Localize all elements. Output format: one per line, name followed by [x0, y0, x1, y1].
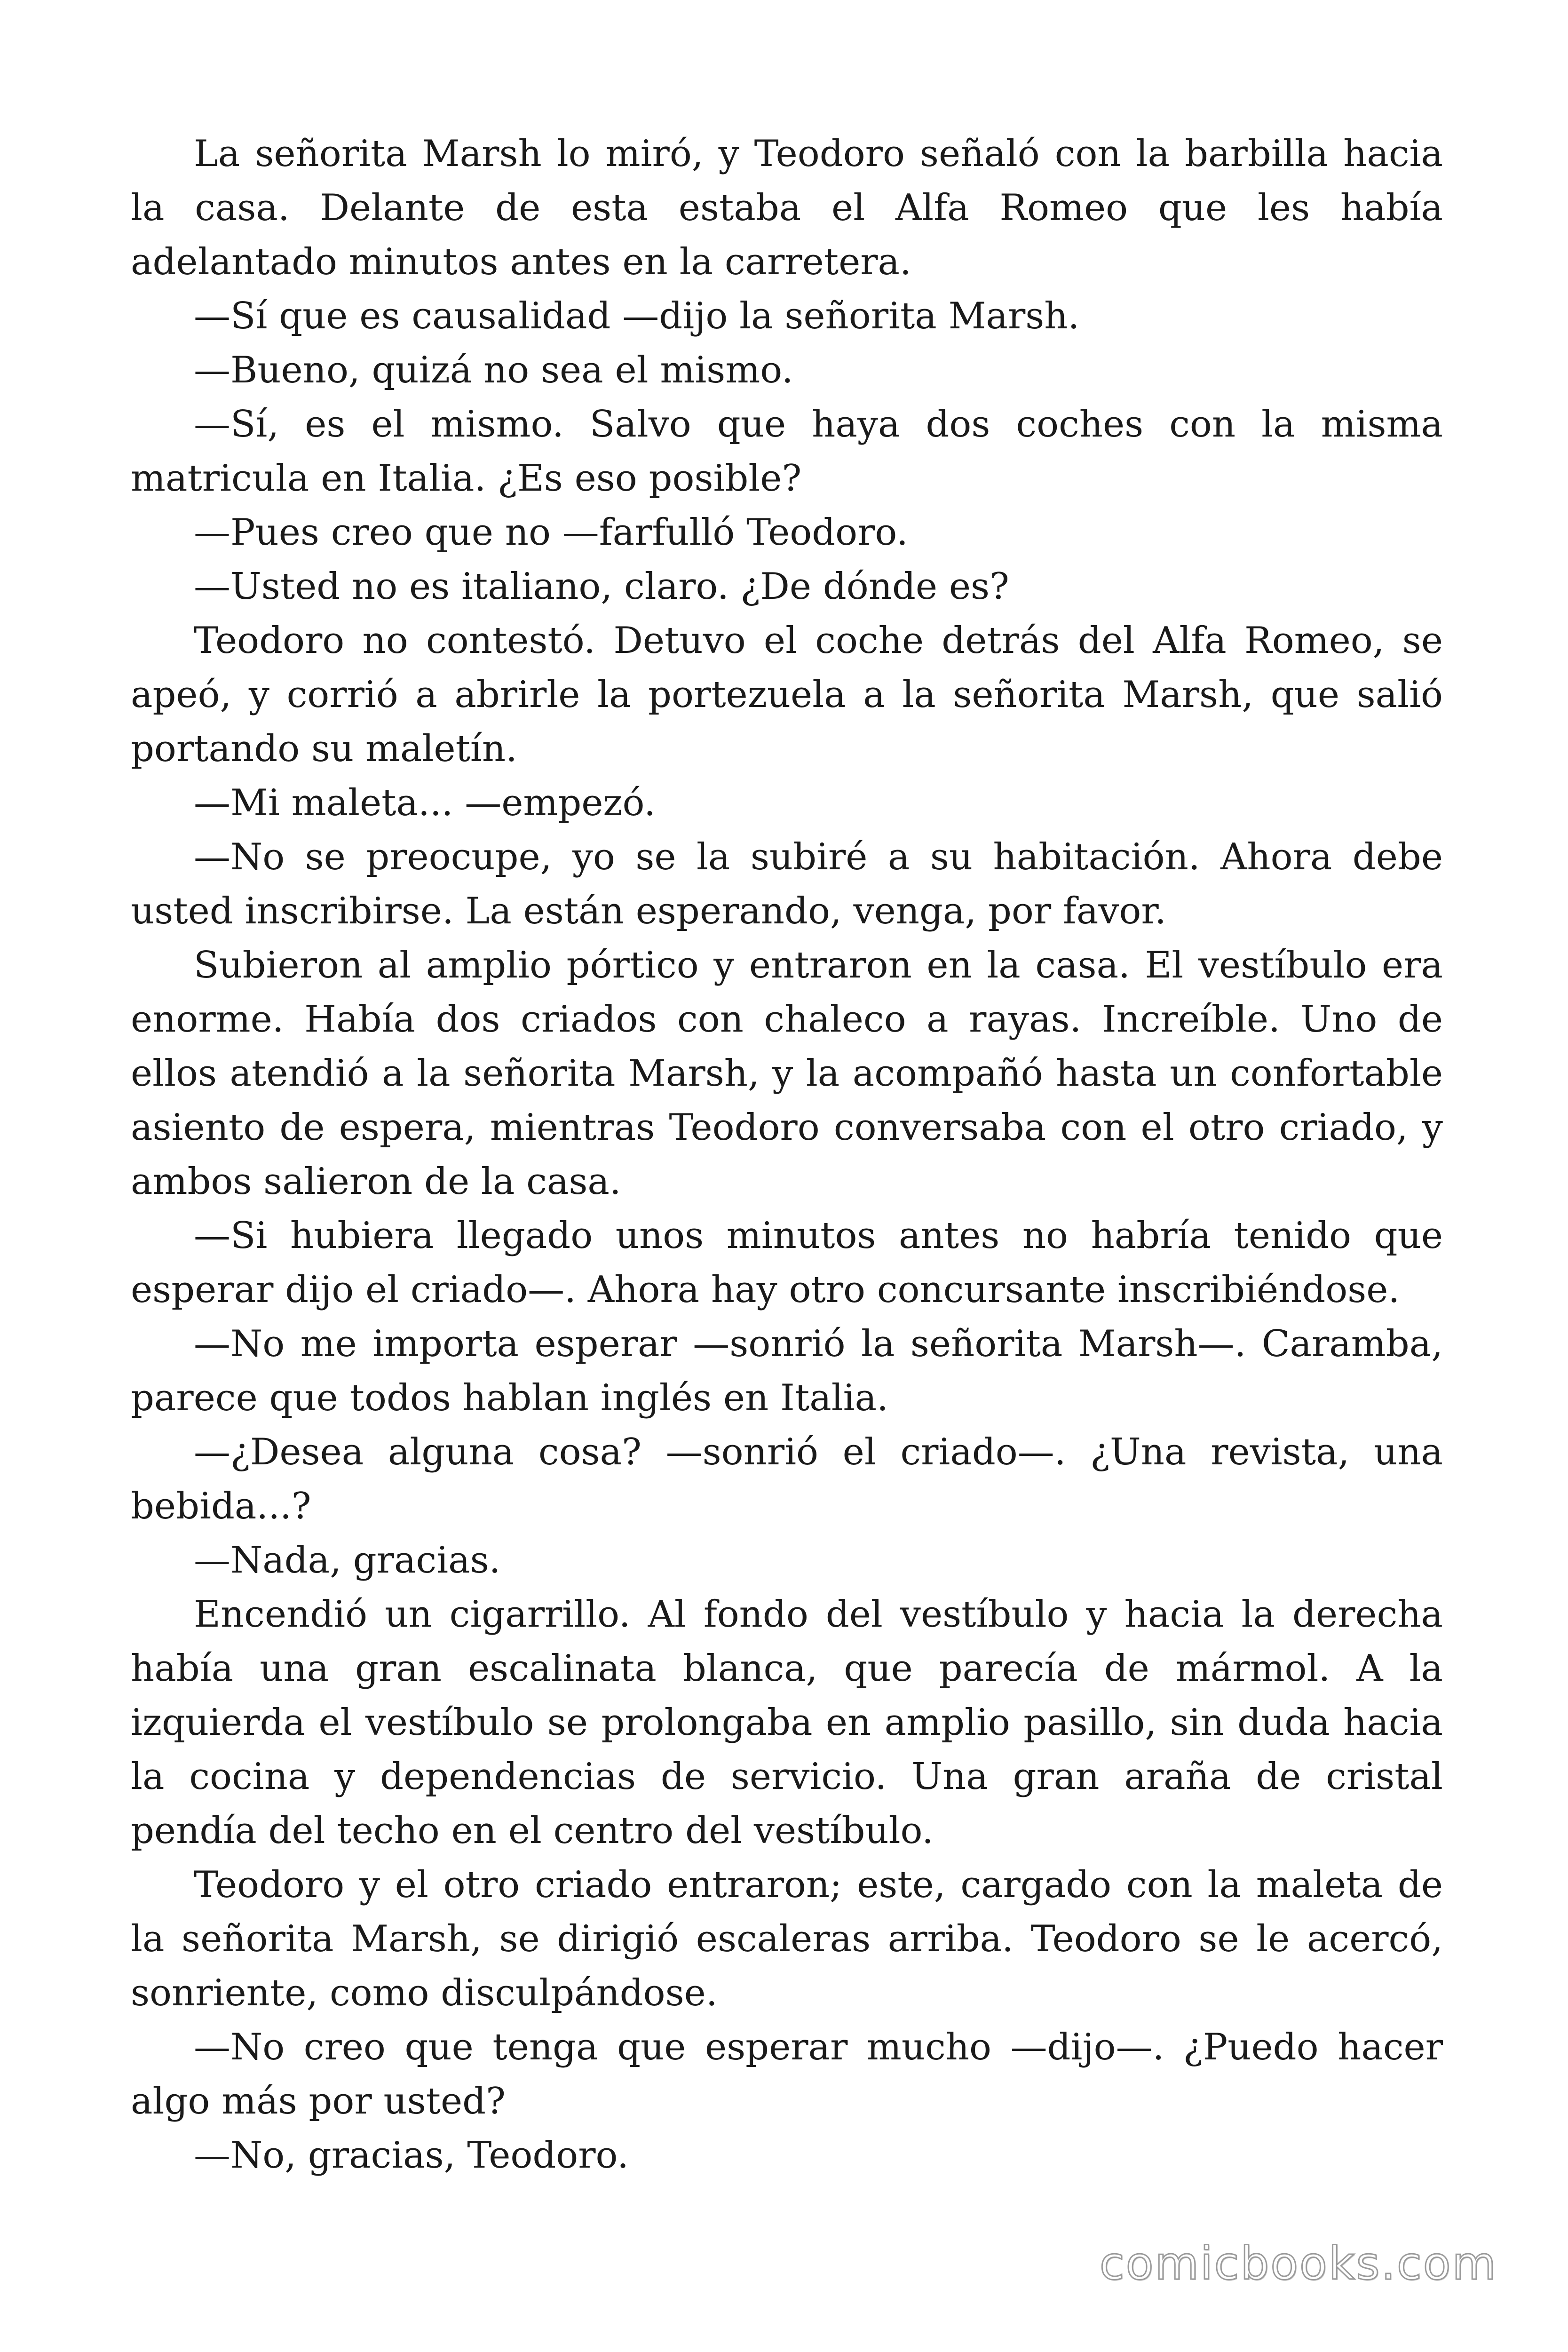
paragraph: Encendió un cigarrillo. Al fondo del vestíbulo y hacia la derecha había una gran escalinata blanca, que parecía de mármol. A la izquierda el vestíbulo se prolongaba en amplio pasillo, sin duda hacia la cocina y dependencias de servicio. Una gran araña de cristal pendía del techo en el centro del vestíbulo. [131, 1593, 1443, 1852]
paragraph: —Mi maleta... —empezó. [194, 782, 656, 824]
paragraph: —Pues creo que no —farfulló Teodoro. [194, 511, 908, 554]
paragraph: —No, gracias, Teodoro. [194, 2134, 629, 2177]
paragraph: —Nada, gracias. [194, 1539, 501, 1581]
paragraph: —Sí que es causalidad —dijo la señorita Marsh. [194, 295, 1080, 337]
paragraph: Subieron al amplio pórtico y entraron en la casa. El vestíbulo era enorme. Había dos criados con chaleco a rayas. Increíble. Uno de ellos atendió a la señorita Marsh, y la acompañó hasta un confortable asiento de espera, mientras Teodoro conversaba con el otro criado, y ambos salieron de la casa. [131, 944, 1443, 1203]
book-page-text [131, 127, 1443, 2183]
paragraph: —No se preocupe, yo se la subiré a su habitación. Ahora debe usted inscribirse. La están esperando, venga, por favor. [131, 836, 1443, 932]
paragraph: —Usted no es italiano, claro. ¿De dónde es? [194, 565, 1009, 608]
paragraph: La señorita Marsh lo miró, y Teodoro señaló con la barbilla hacia la casa. Delante de esta estaba el Alfa Romeo que les había adelantado minutos antes en la carretera. [131, 133, 1443, 283]
paragraph: —No creo que tenga que esperar mucho —dijo—. ¿Puedo hacer algo más por usted? [131, 2026, 1443, 2122]
paragraph: —Sí, es el mismo. Salvo que haya dos coches con la misma matricula en Italia. ¿Es eso posible? [131, 403, 1443, 500]
paragraph: Teodoro y el otro criado entraron; este, cargado con la maleta de la señorita Marsh, se dirigió escaleras arriba. Teodoro se le acercó, sonriente, como disculpándose. [131, 1864, 1443, 2014]
watermark: comicbooks.com [1099, 2237, 1497, 2290]
paragraph: —Si hubiera llegado unos minutos antes no habría tenido que esperar dijo el criado—. Ahora hay otro concursante inscribiéndose. [131, 1215, 1443, 1311]
paragraph: —No me importa esperar —sonrió la señorita Marsh—. Caramba, parece que todos hablan inglés en Italia. [131, 1323, 1443, 1419]
paragraph: —¿Desea alguna cosa? —sonrió el criado—. ¿Una revista, una bebida...? [131, 1431, 1443, 1527]
paragraph: Teodoro no contestó. Detuvo el coche detrás del Alfa Romeo, se apeó, y corrió a abrirle la portezuela a la señorita Marsh, que salió portando su maletín. [131, 620, 1443, 770]
paragraph: —Bueno, quizá no sea el mismo. [194, 349, 793, 391]
